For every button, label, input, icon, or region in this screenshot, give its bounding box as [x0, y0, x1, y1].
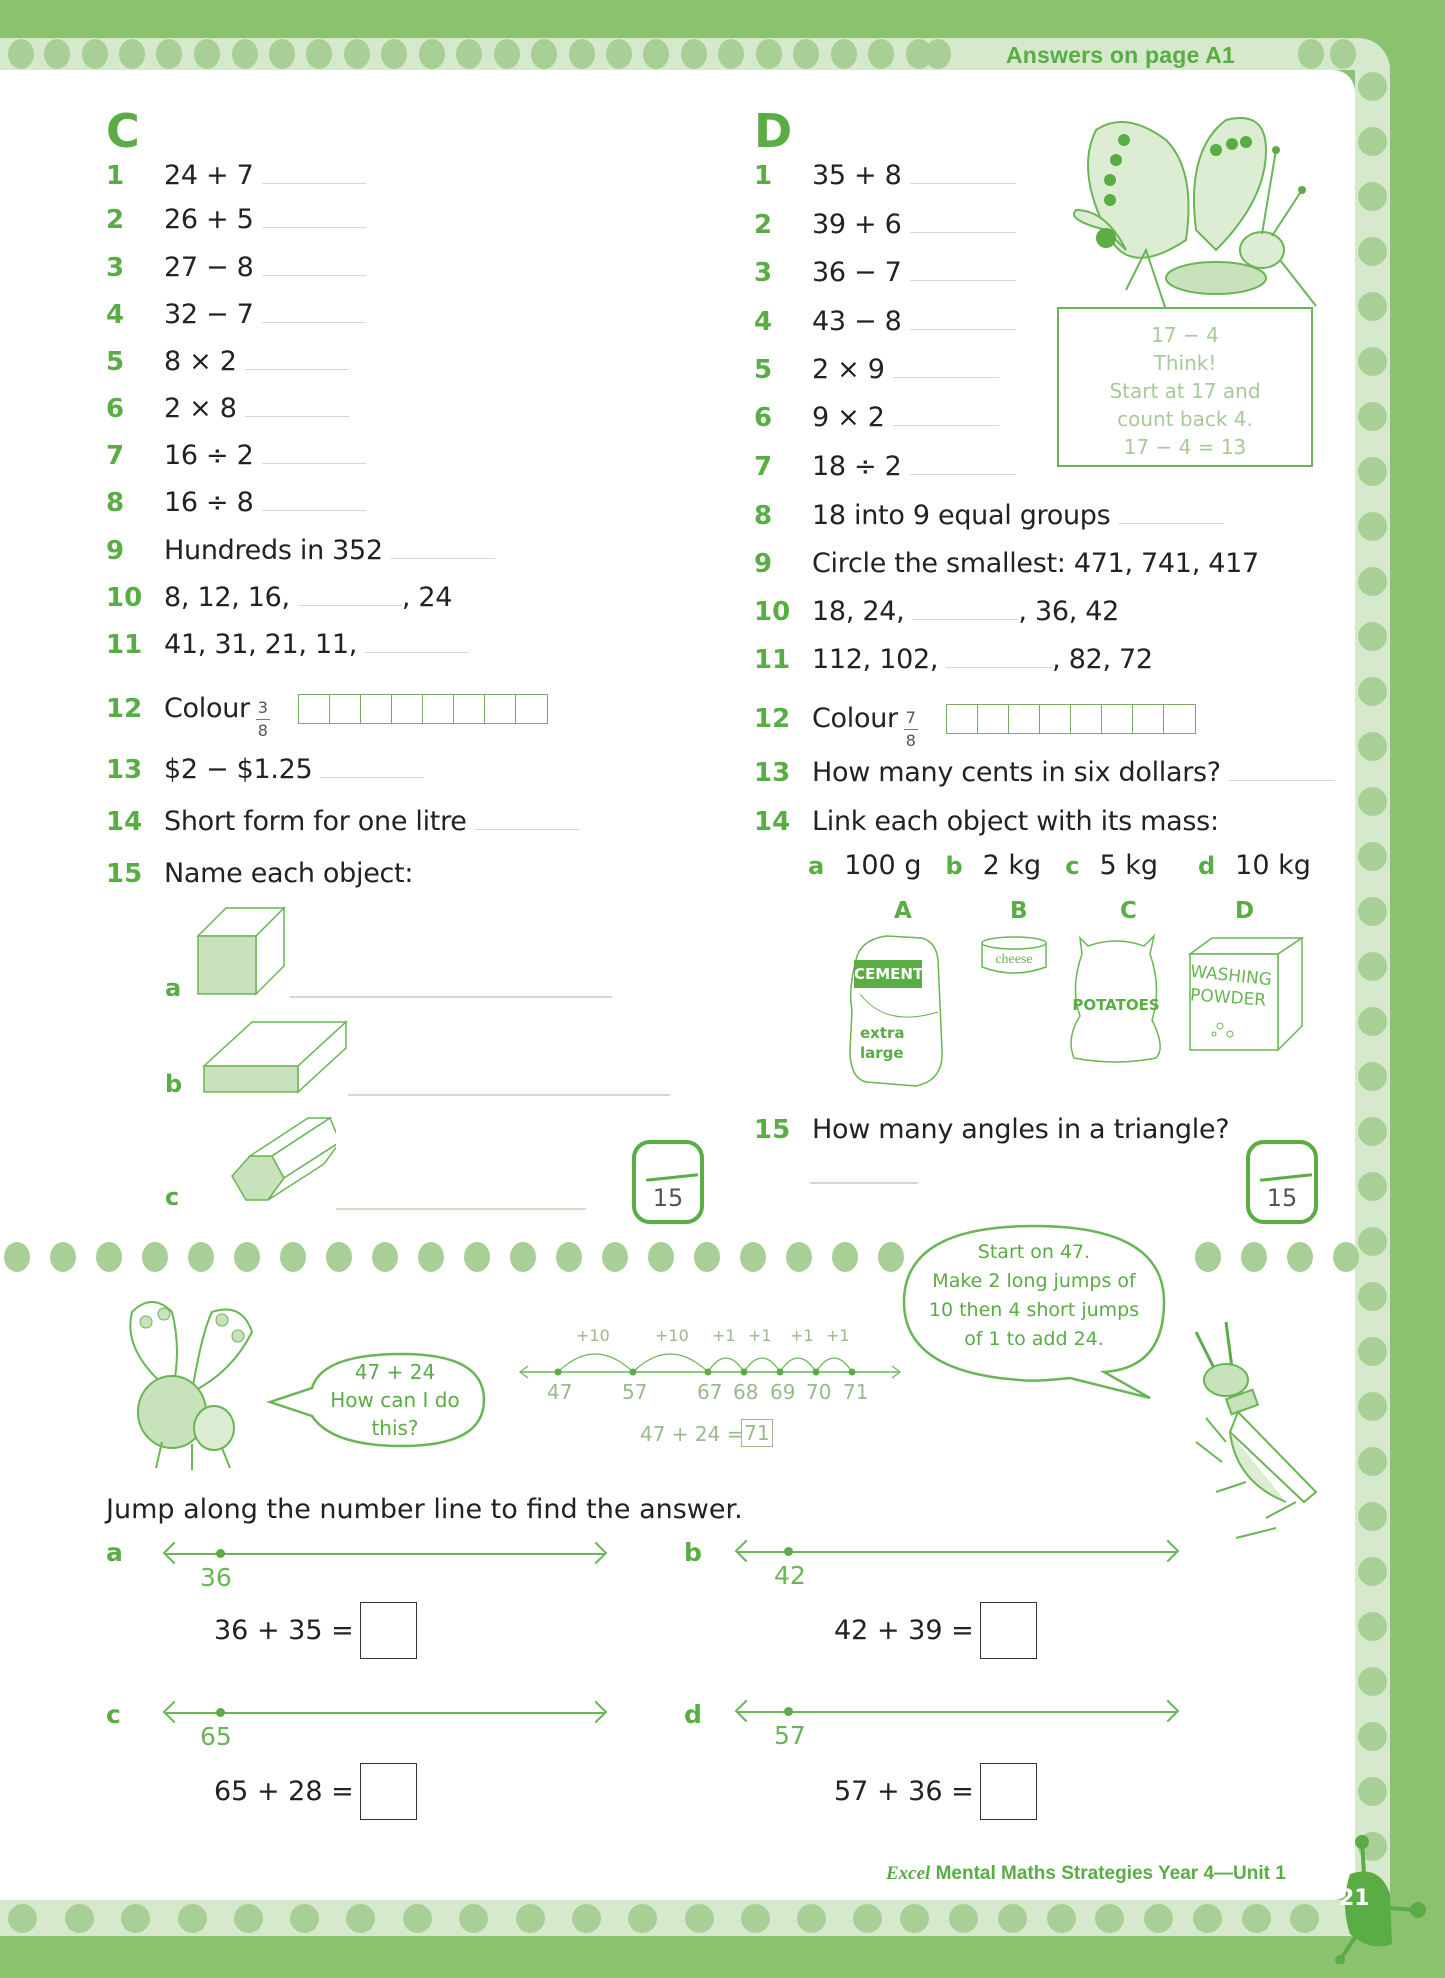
answer-blank[interactable]	[262, 183, 366, 184]
question-d15: 15 How many angles in a triangle?	[754, 1114, 1230, 1145]
number-line-b[interactable]	[738, 1551, 1176, 1553]
answer-blank[interactable]	[475, 829, 579, 830]
question-c10: 10 8, 12, 16, , 24	[106, 582, 453, 613]
answer-line-b[interactable]	[348, 1094, 670, 1096]
answer-blank[interactable]	[910, 183, 1016, 184]
fraction: $\frac{7}{8}$	[905, 708, 916, 750]
colour-grid[interactable]	[298, 694, 548, 724]
number-line-start-b: 42	[774, 1561, 806, 1590]
number-line-start-a: 36	[200, 1563, 232, 1592]
answer-blank[interactable]	[320, 777, 424, 778]
speech-bubble-right-text: Start on 47. Make 2 long jumps of 10 then 4 short jumps of 1 to add 24.	[928, 1241, 1140, 1350]
mass-options: a 100 g b 2 kg c 5 kg d 10 kg	[808, 850, 1311, 881]
answer-line-c[interactable]	[336, 1208, 586, 1210]
answer-line-a[interactable]	[290, 996, 612, 998]
question-c2: 2 26 + 5	[106, 204, 366, 235]
number-line-d[interactable]	[738, 1711, 1176, 1713]
cheese-icon[interactable]: cheese	[980, 935, 1048, 977]
object-label-a: a	[165, 974, 182, 1002]
speech-bubble-left-text: 47 + 24 How can I do this?	[330, 1360, 460, 1440]
section-d-heading: D	[754, 104, 793, 158]
top-border-band	[0, 0, 1445, 38]
answer-blank[interactable]	[893, 425, 999, 426]
question-c12: 12 Colour $\frac{3}{8}$	[106, 688, 548, 743]
answer-blank[interactable]	[262, 275, 366, 276]
cement-bag-icon[interactable]: CEMENT extra large	[846, 930, 946, 1090]
right-dot-strip	[1355, 38, 1390, 1936]
problem-label-a: a	[106, 1538, 123, 1567]
question-c5: 5 8 × 2	[106, 346, 349, 377]
answer-blank[interactable]	[910, 232, 1016, 233]
bug-mascot-icon	[112, 1292, 272, 1472]
question-d11: 11 112, 102, , 82, 72	[754, 644, 1153, 675]
answer-blank[interactable]	[910, 329, 1016, 330]
colour-grid[interactable]	[946, 704, 1196, 734]
section-c-heading: C	[106, 104, 140, 158]
answer-blank[interactable]	[910, 474, 1016, 475]
potato-sack-icon[interactable]: POTATOES	[1066, 928, 1166, 1064]
problem-label-b: b	[684, 1538, 702, 1567]
question-c8: 8 16 ÷ 8	[106, 487, 366, 518]
object-label-c: c	[165, 1183, 180, 1211]
answer-blank[interactable]	[893, 377, 999, 378]
footer-title: Excel Mental Maths Strategies Year 4—Unit 1	[886, 1863, 1286, 1884]
equation-d: 57 + 36 =	[834, 1763, 1037, 1820]
question-d7: 7 18 ÷ 2	[754, 451, 1016, 482]
object-letter-b: B	[1010, 898, 1028, 924]
answers-reference: Answers on page A1	[1006, 42, 1235, 68]
question-c11: 11 41, 31, 21, 11,	[106, 629, 469, 660]
answer-box-c[interactable]	[360, 1763, 417, 1820]
question-d13: 13 How many cents in six dollars?	[754, 757, 1335, 788]
answer-blank[interactable]	[262, 510, 366, 511]
answer-blank[interactable]	[1229, 780, 1335, 781]
answer-blank[interactable]	[946, 667, 1052, 668]
answer-blank[interactable]	[1118, 523, 1224, 524]
question-c14: 14 Short form for one litre	[106, 806, 579, 837]
question-d1: 1 35 + 8	[754, 160, 1016, 191]
rectangular-prism-icon	[202, 1020, 350, 1094]
answer-box-b[interactable]	[980, 1602, 1037, 1659]
question-d14: 14 Link each object with its mass:	[754, 806, 1219, 837]
answer-blank[interactable]	[365, 652, 469, 653]
answer-blank[interactable]	[912, 619, 1018, 620]
question-d10: 10 18, 24, , 36, 42	[754, 596, 1120, 627]
answer-blank[interactable]	[245, 369, 349, 370]
number-line-c[interactable]	[166, 1712, 604, 1714]
question-d2: 2 39 + 6	[754, 209, 1016, 240]
number-line-start-c: 65	[200, 1722, 232, 1751]
answer-box-d[interactable]	[980, 1763, 1037, 1820]
cube-icon	[196, 906, 288, 996]
question-d12: 12 Colour $\frac{7}{8}$	[754, 698, 1196, 753]
answer-blank[interactable]	[391, 558, 495, 559]
object-label-b: b	[165, 1070, 183, 1098]
instruction-text: Jump along the number line to find the answer.	[106, 1494, 743, 1525]
score-box-d[interactable]: 15	[1246, 1140, 1318, 1224]
question-c15: 15 Name each object:	[106, 858, 414, 889]
answer-line-d15[interactable]	[810, 1182, 918, 1184]
question-d6: 6 9 × 2	[754, 402, 999, 433]
answer-blank[interactable]	[298, 605, 402, 606]
grasshopper-mascot-icon	[1176, 1322, 1346, 1548]
answer-blank[interactable]	[910, 280, 1016, 281]
answer-box-a[interactable]	[360, 1602, 417, 1659]
question-d5: 5 2 × 9	[754, 354, 999, 385]
hexagonal-prism-icon	[212, 1116, 336, 1212]
question-c7: 7 16 ÷ 2	[106, 440, 366, 471]
question-c6: 6 2 × 8	[106, 393, 349, 424]
question-d9: 9 Circle the smallest: 471, 741, 417	[754, 548, 1259, 579]
equation-b: 42 + 39 =	[834, 1602, 1037, 1659]
number-line-a[interactable]	[166, 1553, 604, 1555]
question-c4: 4 32 − 7	[106, 299, 366, 330]
question-c13: 13 $2 − $1.25	[106, 754, 424, 785]
question-c3: 3 27 − 8	[106, 252, 366, 283]
object-letter-d: D	[1235, 898, 1255, 924]
equation-c: 65 + 28 =	[214, 1763, 417, 1820]
number-line-start-d: 57	[774, 1721, 806, 1750]
object-letter-c: C	[1120, 898, 1137, 924]
page-number: 21	[1339, 1886, 1370, 1911]
hint-box: 17 − 4 Think! Start at 17 and count back 4. 17 − 4 = 13	[1057, 307, 1313, 467]
score-box-c[interactable]: 15	[632, 1140, 704, 1224]
answer-blank[interactable]	[262, 322, 366, 323]
object-letter-a: A	[894, 898, 912, 924]
answer-blank[interactable]	[262, 227, 366, 228]
washing-powder-box-icon[interactable]: WASHING POWDER	[1186, 934, 1306, 1054]
equation-a: 36 + 35 =	[214, 1602, 417, 1659]
question-c9: 9 Hundreds in 352	[106, 535, 495, 566]
butterfly-mascot-icon	[1066, 110, 1326, 310]
fraction: $\frac{3}{8}$	[257, 698, 268, 740]
problem-label-c: c	[106, 1700, 121, 1729]
answer-blank[interactable]	[245, 416, 349, 417]
problem-label-d: d	[684, 1700, 702, 1729]
answer-blank[interactable]	[262, 463, 366, 464]
question-d4: 4 43 − 8	[754, 306, 1016, 337]
question-d3: 3 36 − 7	[754, 257, 1016, 288]
question-c1: 1 24 + 7	[106, 160, 366, 191]
question-d8: 8 18 into 9 equal groups	[754, 500, 1224, 531]
